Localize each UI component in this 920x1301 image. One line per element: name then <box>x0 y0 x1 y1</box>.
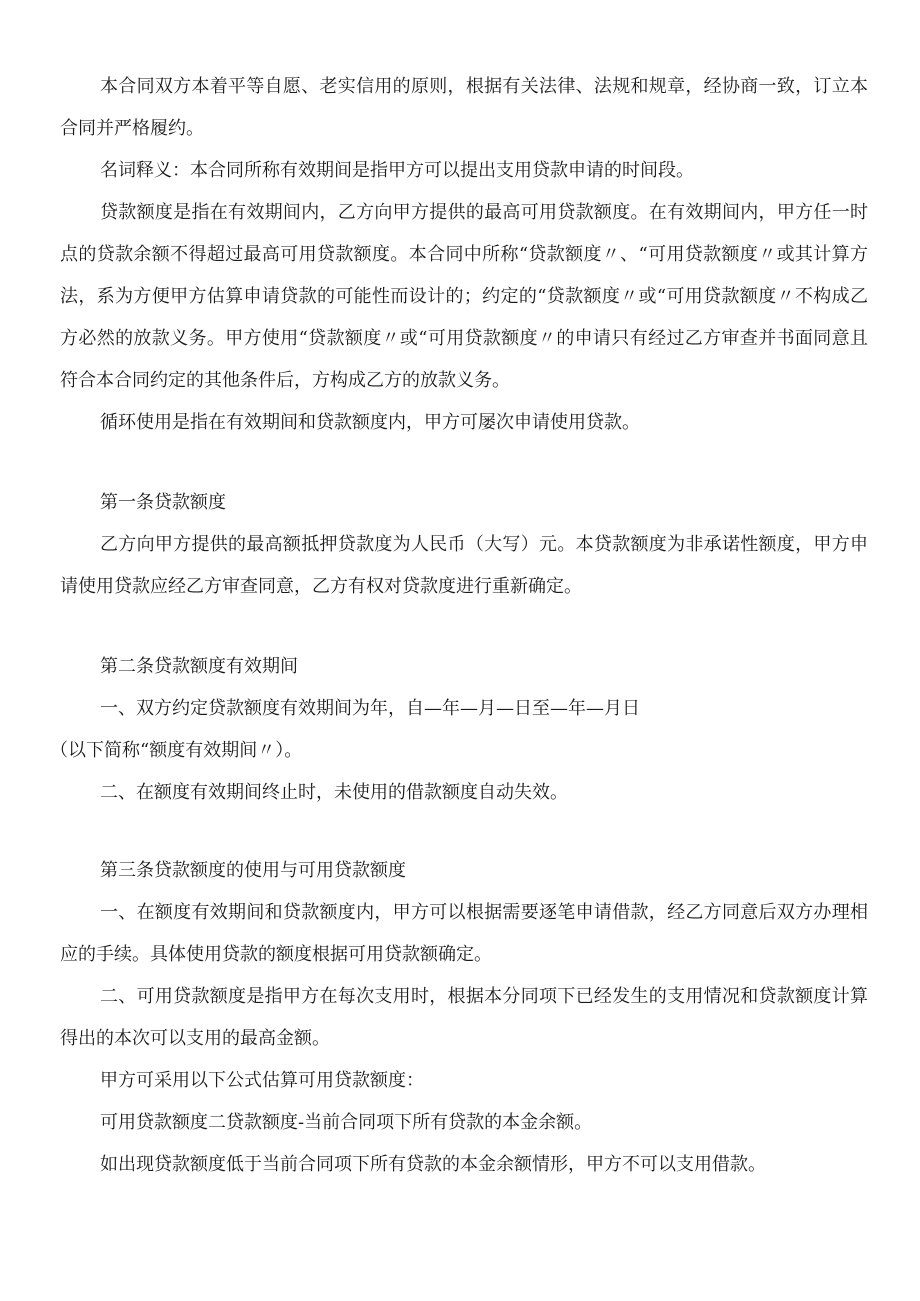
intro-paragraph-definition: 名词释义：本合同所称有效期间是指甲方可以提出支用贷款申请的时间段。 <box>100 160 694 181</box>
article-1-heading: 第一条贷款额度 <box>100 492 226 513</box>
section-spacer <box>60 814 868 850</box>
article-2-clause-1: 一、双方约定贷款额度有效期间为年，自—年—月—日至—年—月日 <box>100 698 640 719</box>
contract-body <box>50 66 868 1186</box>
article-3-clause-1: 一、在额度有效期间和贷款额度内，甲方可以根据需要逐笔申请借款，经乙方同意后双方办理相应的手续。具体使用贷款的额度根据可用贷款额确定。 <box>60 902 868 965</box>
article-1-paragraph: 乙方向甲方提供的最高额抵押贷款度为人民币（大写）元。本贷款额度为非承诺性额度，甲方申请使用贷款应经乙方审查同意，乙方有权对贷款度进行重新确定。 <box>60 534 868 597</box>
article-3-formula-intro: 甲方可采用以下公式估算可用贷款额度： <box>100 1070 424 1091</box>
intro-paragraph-revolving: 循环使用是指在有效期间和贷款额度内，甲方可屡次申请使用贷款。 <box>100 412 640 433</box>
article-2-clause-2: 二、在额度有效期间终止时，未使用的借款额度自动失效。 <box>100 782 568 803</box>
article-2-clause-1-note: （以下简称“额度有效期间〃）。 <box>50 740 303 761</box>
section-spacer <box>60 444 868 482</box>
article-3-restriction: 如出现贷款额度低于当前合同项下所有贷款的本金余额情形，甲方不可以支用借款。 <box>100 1154 766 1175</box>
intro-paragraph-principles: 本合同双方本着平等自愿、老实信用的原则，根据有关法律、法规和规章，经协商一致，订立本合同并严格履约。 <box>60 76 868 139</box>
intro-paragraph-loan-limit: 贷款额度是指在有效期间内，乙方向甲方提供的最高可用贷款额度。在有效期间内，甲方任一时点的贷款余额不得超过最高可用贷款额度。本合同中所称“贷款额度〃、“可用贷款额度〃或其计算方法，系为方便甲方估算申请贷款的可能性而设计的；约定的“贷款额度〃或“可用贷款额度〃不构成乙方必然的放款义务。甲方使用“贷款额度〃或“可用贷款额度〃的申请只有经过乙方审查并书面同意且符合本合同约定的其他条件后，方构成乙方的放款义务。 <box>60 202 868 391</box>
article-2-heading: 第二条贷款额度有效期间 <box>100 656 298 677</box>
article-3-clause-2: 二、可用贷款额度是指甲方在每次支用时，根据本分同项下已经发生的支用情况和贷款额度计算得出的本次可以支用的最高金额。 <box>60 986 868 1049</box>
article-3-formula: 可用贷款额度二贷款额度-当前合同项下所有贷款的本金余额。 <box>100 1112 593 1133</box>
section-spacer <box>60 608 868 646</box>
article-3-heading: 第三条贷款额度的使用与可用贷款额度 <box>100 860 406 881</box>
